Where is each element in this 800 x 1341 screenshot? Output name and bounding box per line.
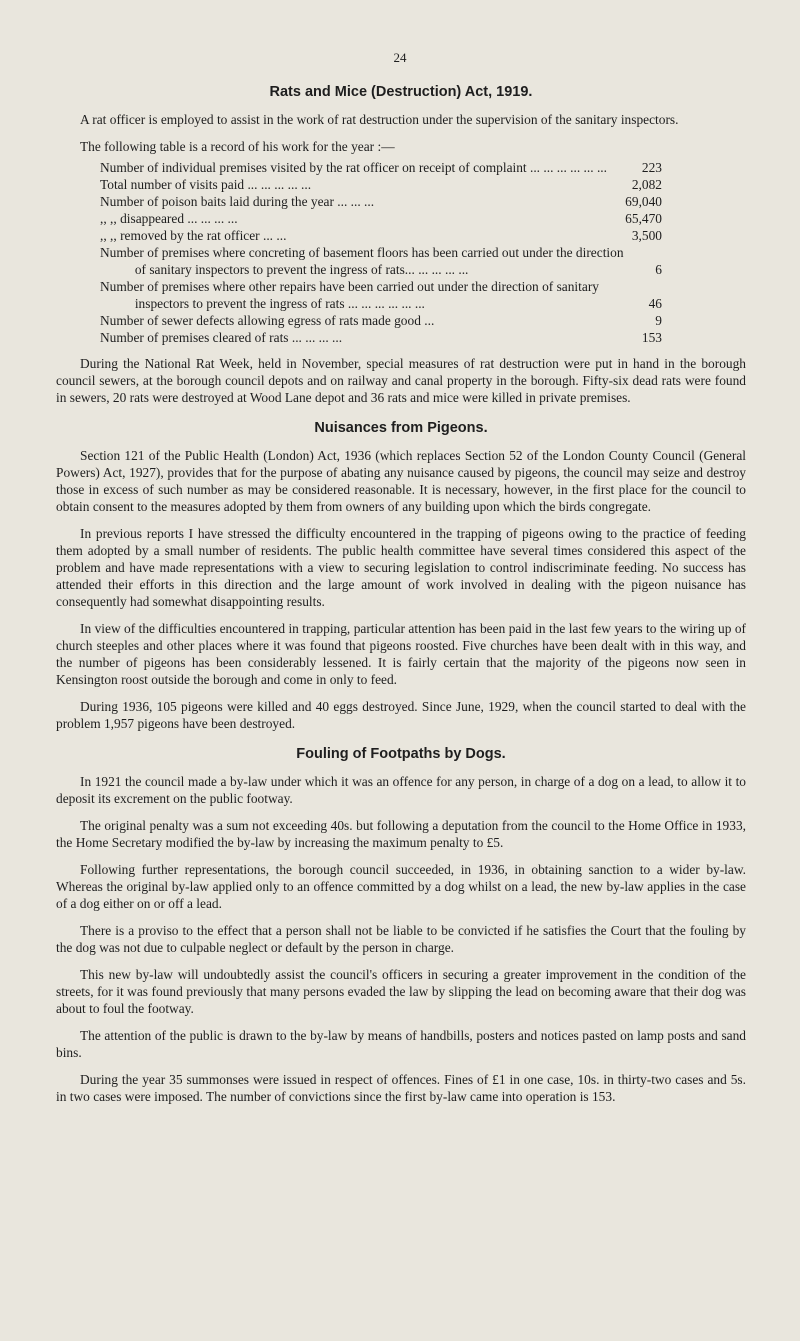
section-title-rats: Rats and Mice (Destruction) Act, 1919. [269,84,533,100]
row-value: 65,470 [625,211,662,226]
dogs-paragraph: During the year 35 summonses were issued in respect of offences. Fines of £1 in one case, 10s. in thirty-two cases and 5s. in two cases were imposed. The number of convictions since the first by-law came into operation is 153. [56,1072,746,1104]
row-label: Number of premises where other repairs have been carried out under the direction of sanitary inspectors to prevent the ingress of rats ... ... ... ... ... ... [100,279,599,311]
table-row [100,278,662,312]
pigeons-paragraph: In previous reports I have stressed the difficulty encountered in the trapping of pigeons owing to the practice of feeding them adopted by a small number of residents. The public health committee have several times considered this aspect of the problem and have made representations with a view to securing legislation to control indiscriminate feeding. No success has attended their efforts in this direction and the large amount of work involved in dealing with the pigeon nuisance has consequently had somewhat disappointing results. [56,526,746,609]
row-label: Number of individual premises visited by the rat officer on receipt of complaint ... ... ... ... ... ... [100,160,607,175]
rat-officer-paragraph: A rat officer is employed to assist in the work of rat destruction under the supervision of the sanitary inspectors. [80,112,679,127]
row-value: 46 [648,296,662,311]
row-value: 9 [655,313,662,328]
rat-work-table [100,159,662,346]
table-row [100,210,662,227]
pigeons-paragraph: In view of the difficulties encountered in trapping, particular attention has been paid in the last few years to the wiring up of church steeples and other places where it was found that pigeons roosted. Five churches have been dealt with in this way, and the number of pigeons has been considerably lessened. It is fairly certain that the majority of the pigeons now seen in Kensington roost outside the borough and come in only to feed. [56,621,746,687]
row-label: ,, ,, removed by the rat officer ... ... [100,228,287,243]
table-row [100,176,662,193]
row-value: 3,500 [631,228,662,243]
row-value: 69,040 [625,194,662,209]
table-row [100,159,662,176]
section-title-dogs: Fouling of Footpaths by Dogs. [296,746,506,762]
page-content [56,84,746,1115]
row-label: Number of premises where concreting of basement floors has been carried out under the direction of sanitary inspectors to prevent the ingress of rats... ... ... ... ... [100,245,624,277]
row-label: Number of premises cleared of rats ... ... ... ... [100,330,343,345]
pigeons-paragraph: Section 121 of the Public Health (London) Act, 1936 (which replaces Section 52 of the London County Council (General Powers) Act, 1927), provides that for the purpose of abating any nuisance caused by pigeons, the council may seize and destroy those in excess of such number as may be considered reasonable. It is necessary, however, in the first place for the council to obtain consent to the measures adopted by them from owners of any building upon which the birds congregate. [56,448,746,514]
dogs-paragraph: There is a proviso to the effect that a person shall not be liable to be convicted if he satisfies the Court that the fouling by the dog was not due to culpable neglect or default by the person in charge. [56,923,746,955]
dogs-paragraph: The attention of the public is drawn to the by-law by means of handbills, posters and notices pasted on lamp posts and sand bins. [56,1028,746,1060]
dogs-paragraph: In 1921 the council made a by-law under which it was an offence for any person, in charge of a dog on a lead, to allow it to deposit its excrement on the public footway. [56,774,746,806]
table-row [100,329,662,346]
table-row [100,193,662,210]
row-value: 223 [641,160,662,175]
table-intro: The following table is a record of his work for the year :— [80,139,395,154]
row-value: 153 [641,330,662,345]
row-label: ,, ,, disappeared ... ... ... ... [100,211,238,226]
row-value: 6 [655,262,662,277]
page-number: 24 [393,50,407,65]
table-row [100,312,662,329]
rat-week-paragraph: During the National Rat Week, held in November, special measures of rat destruction were put in hand in the borough council sewers, at the borough council depots and on railway and canal property in the borough. Fifty-six dead rats were found in sewers, 20 rats were destroyed at Wood Lane depot and 36 rats and mice were killed in private premises. [56,356,746,405]
row-label: Total number of visits paid ... ... ... ... ... [100,177,312,192]
table-row [100,244,662,278]
section-title-pigeons: Nuisances from Pigeons. [314,420,488,436]
row-label: Number of sewer defects allowing egress of rats made good ... [100,313,435,328]
row-label: Number of poison baits laid during the year ... ... ... [100,194,375,209]
dogs-paragraph: This new by-law will undoubtedly assist the council's officers in securing a greater improvement in the condition of the streets, for it was found previously that many persons evaded the law by slipping the lead on becoming aware that their dog was about to foul the footway. [56,967,746,1016]
pigeons-paragraph: During 1936, 105 pigeons were killed and 40 eggs destroyed. Since June, 1929, when the council started to deal with the problem 1,957 pigeons have been destroyed. [56,699,746,731]
dogs-paragraph: Following further representations, the borough council succeeded, in 1936, in obtaining sanction to a wider by-law. Whereas the original by-law applied only to an offence committed by a dog whilst on a lead, the new by-law applies in the case of a dog either on or off a lead. [56,862,746,911]
row-value: 2,082 [631,177,662,192]
dogs-paragraph: The original penalty was a sum not exceeding 40s. but following a deputation from the council to the Home Office in 1933, the Home Secretary modified the by-law by increasing the maximum penalty to £5. [56,818,746,850]
table-row [100,227,662,244]
